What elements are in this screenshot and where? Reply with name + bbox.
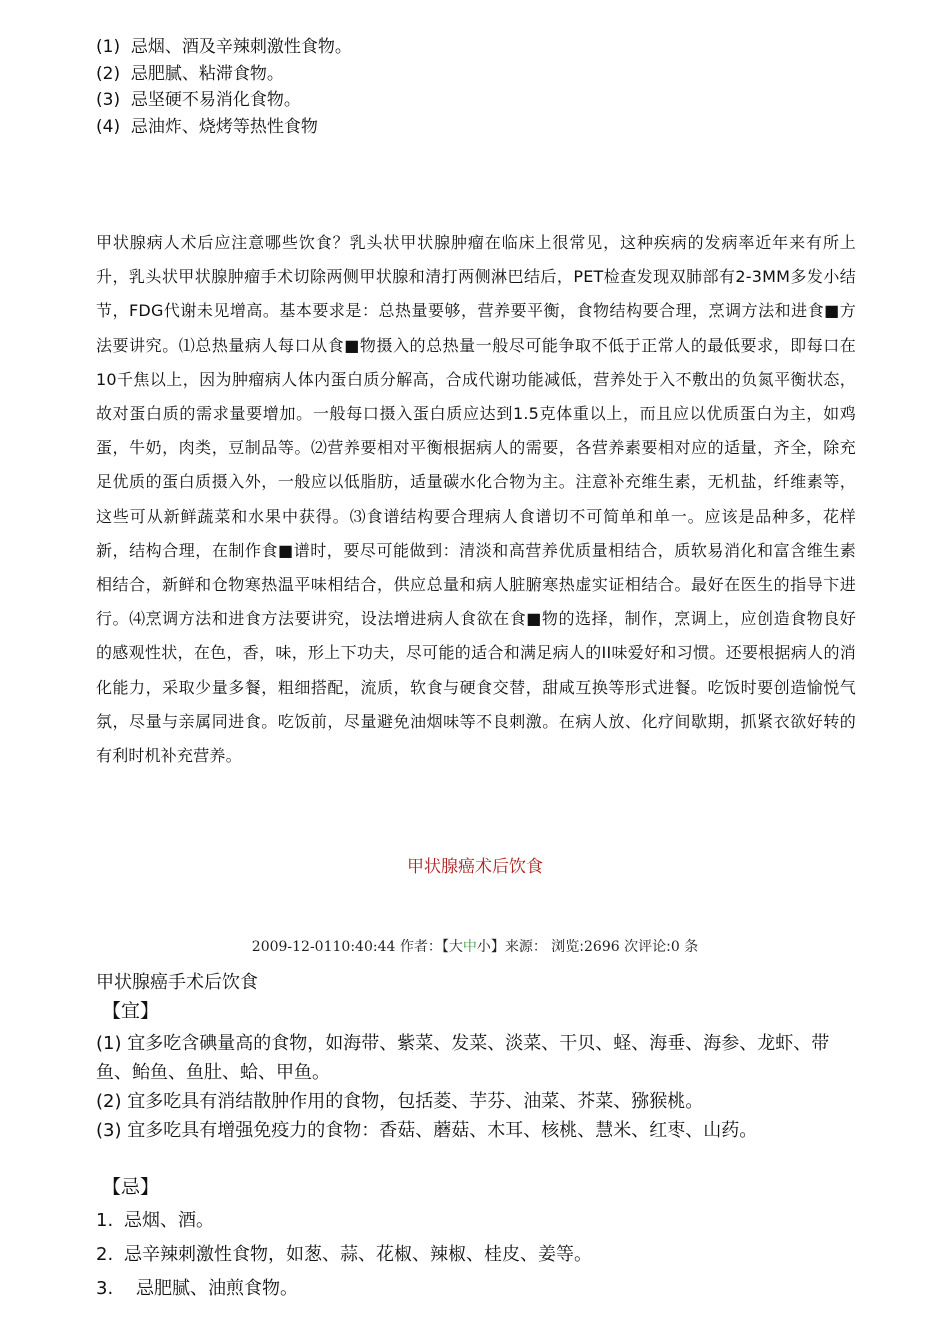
comments-unit: 条 (684, 939, 699, 955)
suitable-heading: 【宜】 (102, 1000, 160, 1022)
author-label: 作者： (399, 939, 442, 955)
views-count: 2696 (584, 939, 620, 955)
font-size-small-link[interactable]: 小 (476, 939, 491, 955)
list-item-number: (1) (96, 37, 121, 57)
list-item-number: (4) (96, 116, 121, 137)
comments-label: 评论: (638, 939, 671, 955)
article-meta (0, 936, 950, 956)
list-item (96, 87, 896, 114)
list-item-text: 忌烟、酒及辛辣刺激性食物。 (130, 37, 352, 57)
list-item (96, 1238, 856, 1272)
views-unit: 次 (624, 939, 639, 955)
list-item-text: 忌烟、酒。 (124, 1210, 214, 1231)
list-item-text: 宜多吃具有增强免疫力的食物：香菇、蘑菇、木耳、核桃、慧米、红枣、山药。 (127, 1120, 758, 1141)
views-label: 浏览: (551, 939, 585, 955)
list-item (96, 1204, 856, 1238)
size-bracket-close: 】 (490, 939, 505, 955)
avoid-heading: 【忌】 (102, 1176, 160, 1198)
list-item-number: 1. (96, 1210, 114, 1231)
list-item (96, 1087, 856, 1116)
list-item-number: (3) (96, 90, 121, 110)
list-item (96, 1272, 856, 1306)
top-avoid-list (96, 34, 896, 140)
article-title: 甲状腺癌术后饮食 (407, 857, 543, 877)
size-bracket-open: 【 (441, 939, 449, 955)
list-item-text: 宜多吃含碘量高的食物，如海带、紫菜、发菜、淡菜、干贝、蛏、海垂、海参、龙虾、带鱼、鲐鱼、鱼肚、蛤、甲鱼。 (96, 1033, 830, 1083)
sub-heading: 甲状腺癌手术后饮食 (96, 972, 258, 993)
list-item-text: 忌肥腻、粘滞食物。 (130, 63, 284, 84)
list-item-text: 忌肥腻、油煎食物。 (136, 1278, 298, 1299)
list-item-number: (2) (96, 63, 121, 84)
font-size-medium-link[interactable]: 中 (462, 939, 477, 955)
suitable-food-list (96, 1029, 856, 1145)
post-datetime: 2009-12-0110:40:44 (251, 939, 396, 955)
list-item-text: 忌油炸、烧烤等热性食物 (130, 116, 318, 137)
list-item-number: (3) (96, 1120, 122, 1141)
list-item-number: 2. (96, 1244, 114, 1265)
list-item-number: 3. (96, 1278, 114, 1299)
list-item (96, 61, 896, 88)
list-item-number: (2) (96, 1091, 122, 1112)
list-item-text: 忌坚硬不易消化食物。 (130, 90, 301, 110)
list-item (96, 1029, 856, 1087)
source-label: 来源： (504, 939, 547, 955)
list-item (96, 1116, 856, 1145)
main-paragraph: 甲状腺病人术后应注意哪些饮食？乳头状甲状腺肿瘤在临床上很常见，这种疾病的发病率近年来有所上升，乳头状甲状腺肿瘤手术切除两侧甲状腺和清打两侧淋巴结后，PET检查发现双肺部有2-3MM多发小结节，FDG代谢未见增高。基本要求是：总热量要够，营养要平衡，食物结构要合理，烹调方法和进食■方法要讲究。⑴总热量病人每口从食■物摄入的总热量一般尽可能争取不低于正常人的最低要求，即每口在10千焦以上，因为肿瘤病人体内蛋白质分解高，合成代谢功能减低，营养处于入不敷出的负氮平衡状态，故对蛋白质的需求量要增加。一般每口摄入蛋白质应达到1.5克体重以上，而且应以优质蛋白为主，如鸡蛋，牛奶，肉类，豆制品等。⑵营养要相对平衡根据病人的需要，各营养素要相对应的适量，齐全，除充足优质的蛋白质摄入外，一般应以低脂肪，适量碳水化合物为主。注意补充维生素，无机盐，纤维素等，这些可从新鲜蔬菜和水果中获得。⑶食谱结构要合理病人食谱切不可简单和单一。应该是品种多，花样新，结构合理，在制作食■谱时，要尽可能做到：清淡和高营养优质量相结合，质软易消化和富含维生素相结合，新鲜和仓物寒热温平味相结合，供应总量和病人脏腑寒热虚实证相结合。最好在医生的指导卞进行。⑷烹调方法和进食方法要讲究，设法增进病人食欲在食■物的选择，制作，烹调上，应创造食物良好的感观性状，在色，香，味，形上下功夫，尽可能的适合和满足病人的II味爱好和习惯。还要根据病人的消化能力，采取少量多餐，粗细搭配，流质，软食与硬食交替，甜咸互换等形式进餐。吃饭时要创造愉悦气氛，尽量与亲属同进食。吃饭前，尽量避免油烟味等不良刺激。在病人放、化疗间歇期，抓紧衣欲好转的有利时机补充营养。 (96, 233, 856, 766)
list-item (96, 34, 896, 61)
font-size-large-link[interactable]: 大 (448, 939, 463, 955)
list-item-text: 宜多吃具有消结散肿作用的食物，包括菱、芋芬、油菜、芥菜、猕猴桃。 (127, 1091, 704, 1112)
list-item (96, 114, 896, 141)
comments-count: 0 (670, 939, 680, 955)
list-item-number: (1) (96, 1033, 122, 1054)
list-item-text: 忌辛辣刺激性食物，如葱、蒜、花椒、辣椒、桂皮、姜等。 (124, 1244, 592, 1265)
avoid-food-list (96, 1204, 856, 1306)
